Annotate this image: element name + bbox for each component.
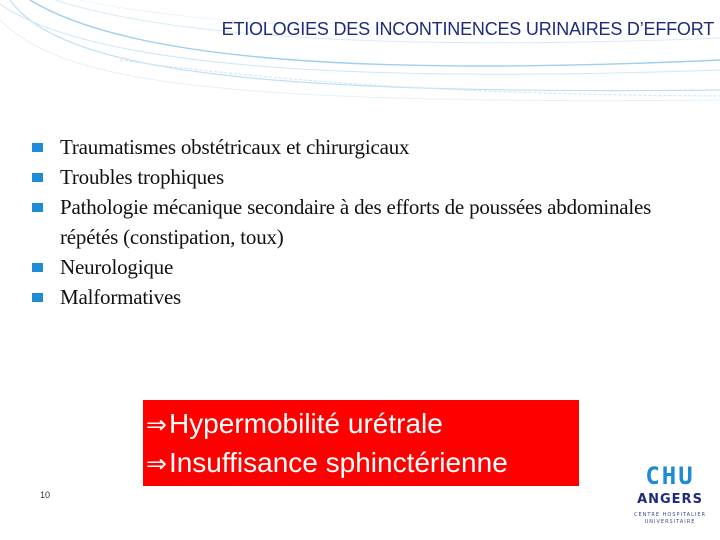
bullet-item [30,192,670,252]
bullet-text: Neurologique [60,255,174,279]
header-swoosh-decoration [0,0,720,110]
bullet-list [30,132,670,312]
implies-arrow-icon: ⇒ [146,410,167,439]
conclusion-text: Insuffisance sphinctérienne [168,447,508,478]
bullet-item [30,132,670,162]
conclusion-text: Hypermobilité urétrale [168,408,443,439]
bullet-item [30,252,670,282]
logo-tagline-line: UNIVERSITAIRE [644,519,696,525]
bullet-text: Pathologie mécanique secondaire à des efforts de poussées abdominales répétés (constipation, toux) [60,195,652,249]
bullet-text: Troubles trophiques [60,165,225,189]
square-bullet-icon [32,263,43,272]
slide-title: ETIOLOGIES DES INCONTINENCES URINAIRES D’EFFORT [221,19,714,39]
bullet-item [30,162,670,192]
logo-tagline-line: CENTRE HOSPITALIER [633,512,706,518]
square-bullet-icon [32,143,43,152]
square-bullet-icon [32,293,43,302]
page-number: 10 [40,490,51,500]
square-bullet-icon [32,173,43,182]
implies-arrow-icon: ⇒ [146,449,167,478]
bullet-text: Traumatismes obstétricaux et chirurgicaux [60,135,410,159]
conclusion-line [146,405,579,444]
bullet-text: Malformatives [60,285,182,309]
logo-main-text: CHU [645,462,695,490]
conclusion-box [143,400,579,486]
conclusion-line [146,444,579,483]
logo-city-text: ANGERS [637,492,703,507]
square-bullet-icon [32,203,43,212]
bullet-item [30,282,670,312]
logo-tagline [630,512,710,526]
chu-angers-logo [630,462,710,532]
